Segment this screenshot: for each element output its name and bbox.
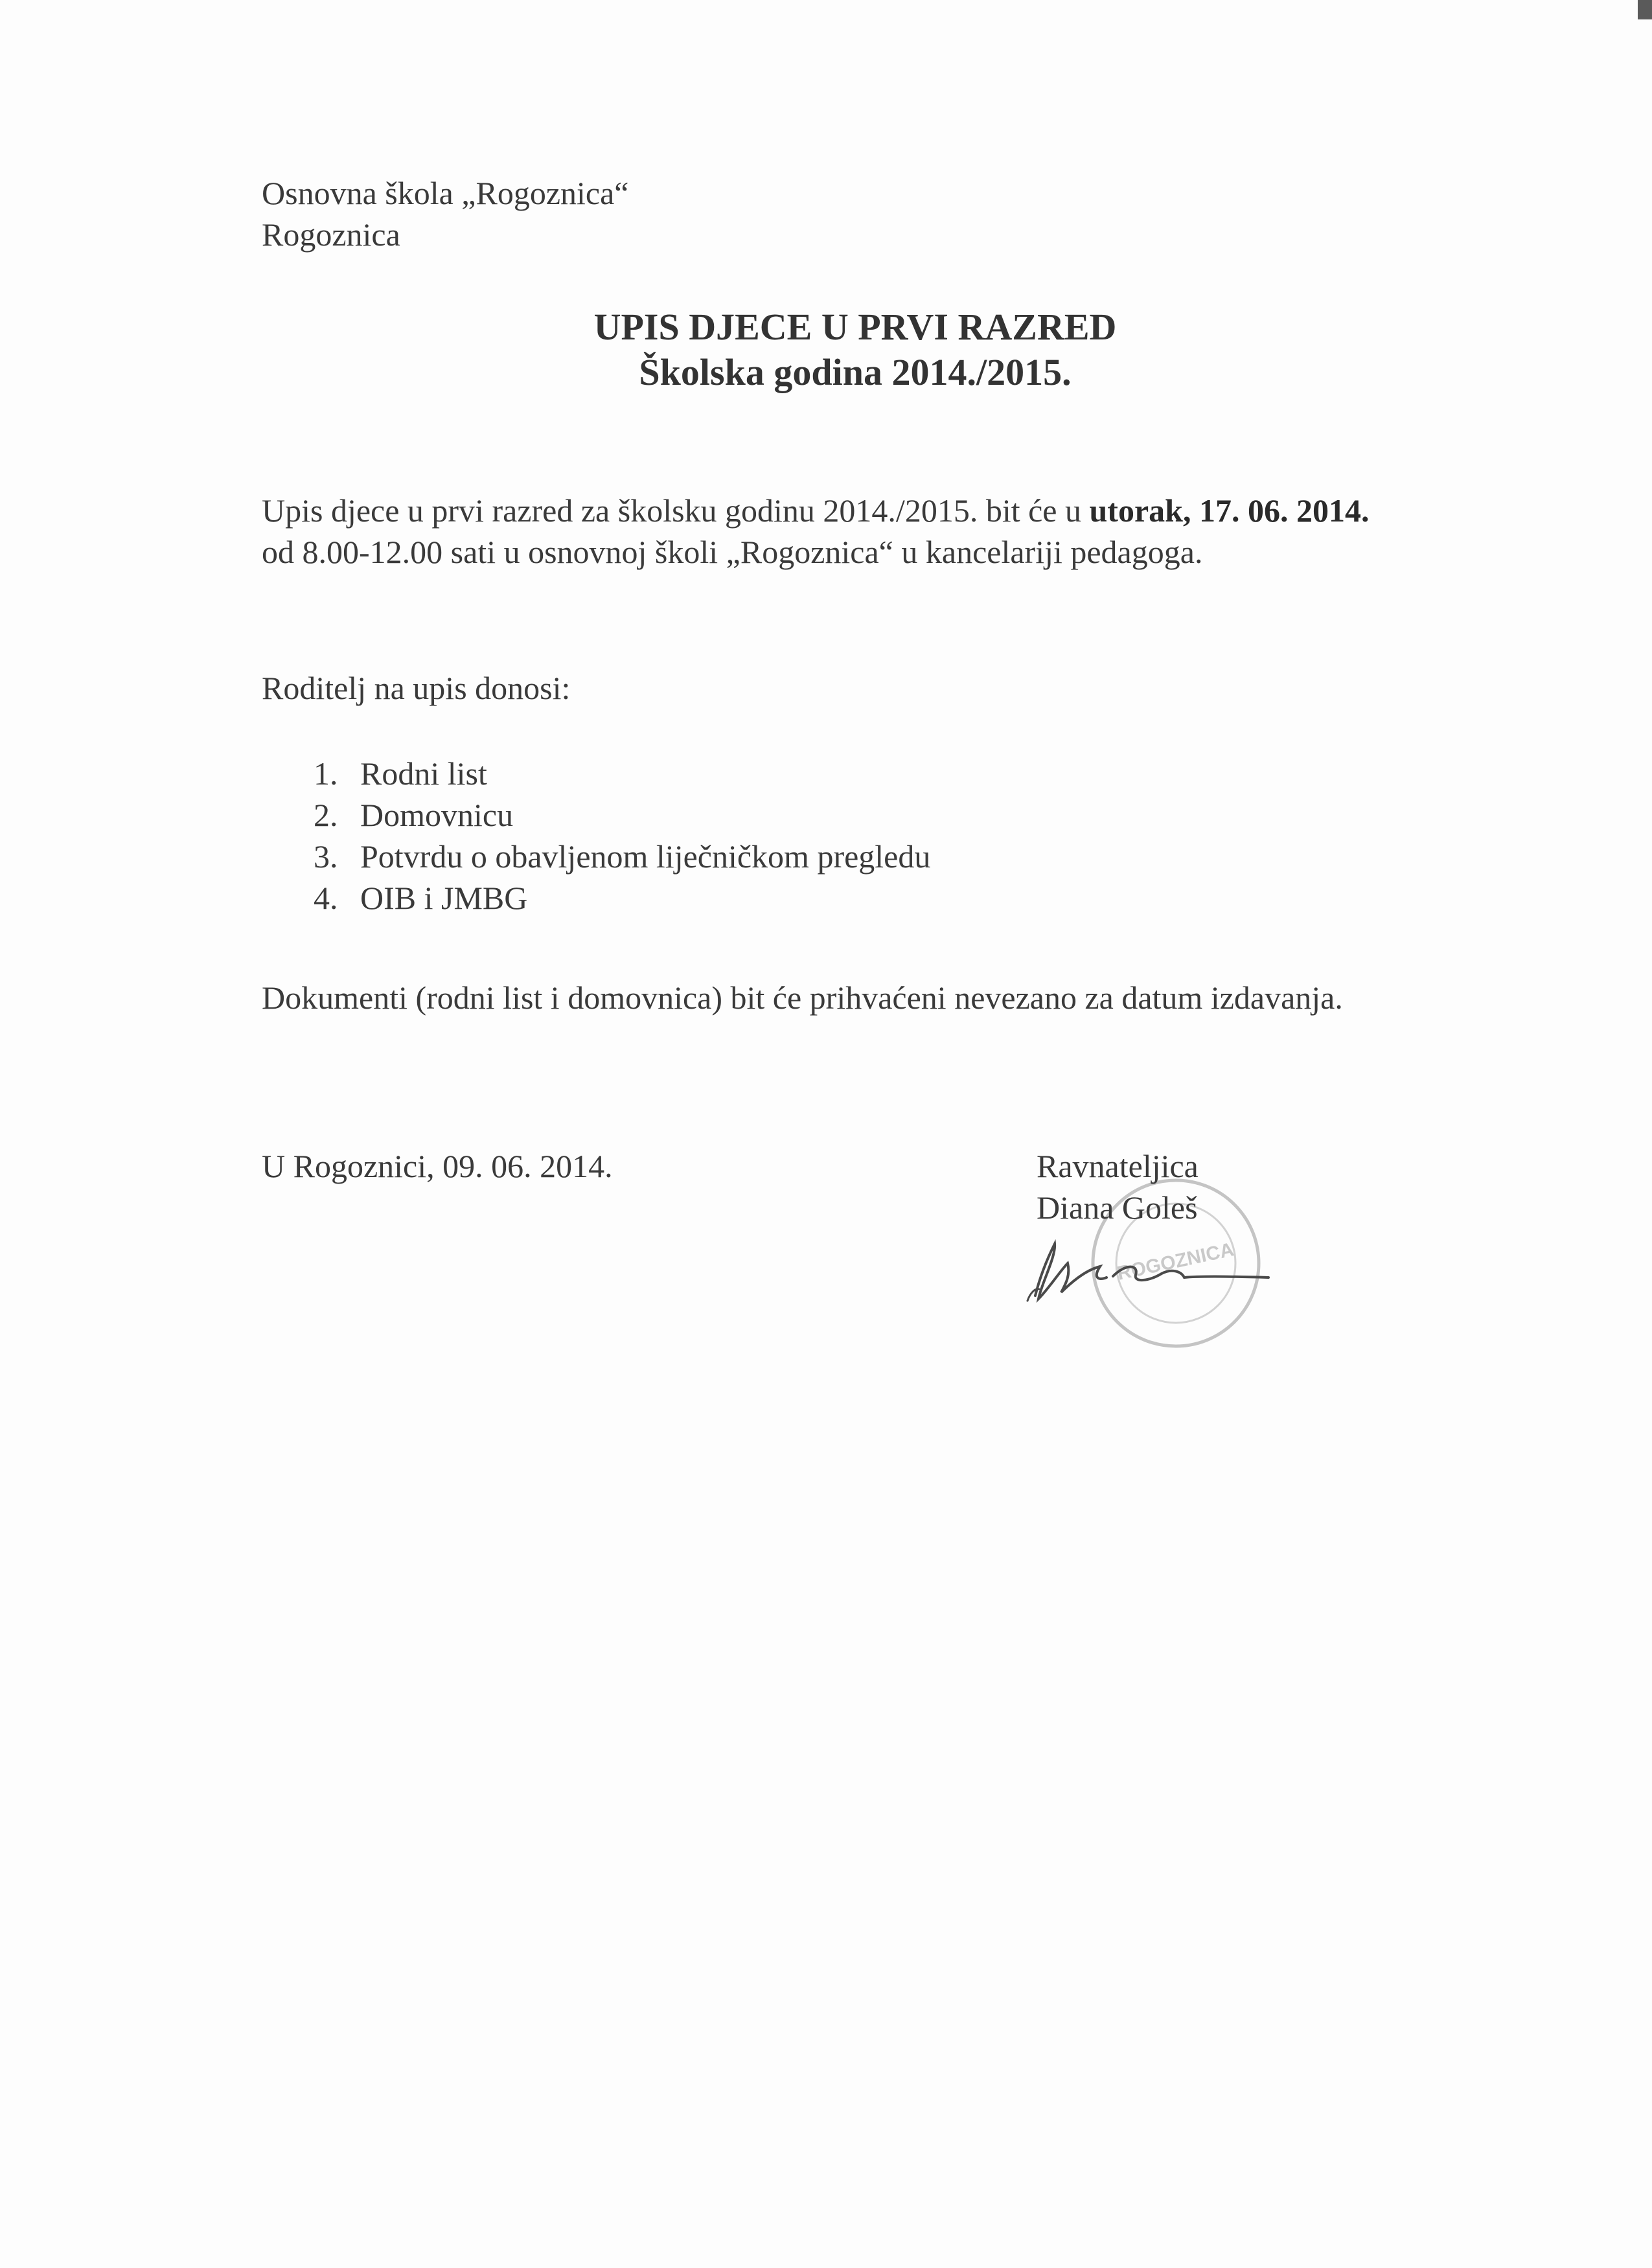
list-item-number: 4.	[314, 880, 338, 916]
list-item-text: Rodni list	[360, 755, 487, 792]
required-documents-list	[314, 753, 930, 919]
title-line-1: UPIS DJECE U PRVI RAZRED	[593, 306, 1117, 348]
list-item	[314, 877, 930, 919]
list-item-number: 3.	[314, 838, 338, 875]
list-item	[314, 794, 930, 836]
intro-text-before: Upis djece u prvi razred za školsku godinu 2014./2015. bit će u	[262, 492, 1090, 529]
school-name: Osnovna škola „Rogoznica“	[262, 175, 629, 211]
title-line-2: Školska godina 2014./2015.	[639, 351, 1072, 393]
list-item	[314, 836, 930, 877]
signatory-name: Diana Goleš	[1037, 1189, 1198, 1226]
list-item-number: 2.	[314, 797, 338, 833]
place-and-date: U Rogoznici, 09. 06. 2014.	[262, 1148, 613, 1184]
signatory-role: Ravnateljica	[1037, 1148, 1199, 1184]
list-item-text: Domovnicu	[360, 797, 514, 833]
intro-date-highlight: utorak, 17. 06. 2014.	[1089, 492, 1370, 529]
list-item-text: OIB i JMBG	[360, 880, 528, 916]
document-title	[0, 304, 1652, 395]
stamp-text: ROGOZNICA	[1115, 1239, 1236, 1285]
school-town: Rogoznica	[262, 216, 400, 253]
intro-paragraph	[262, 490, 1402, 573]
list-item	[314, 753, 930, 794]
list-item-number: 1.	[314, 755, 338, 792]
letterhead	[262, 172, 629, 255]
handwritten-signature	[1016, 1231, 1275, 1309]
intro-text-after: od 8.00-12.00 sati u osnovnoj školi „Rogoznica“ u kancelariji pedagoga.	[262, 534, 1203, 570]
bring-heading: Roditelj na upis donosi:	[262, 670, 571, 706]
signatory	[1037, 1145, 1199, 1228]
scan-edge-mark	[1638, 0, 1652, 19]
documents-note: Dokumenti (rodni list i domovnica) bit će prihvaćeni nevezano za datum izdavanja.	[262, 979, 1343, 1016]
list-item-text: Potvrdu o obavljenom liječničkom pregledu	[360, 838, 931, 875]
